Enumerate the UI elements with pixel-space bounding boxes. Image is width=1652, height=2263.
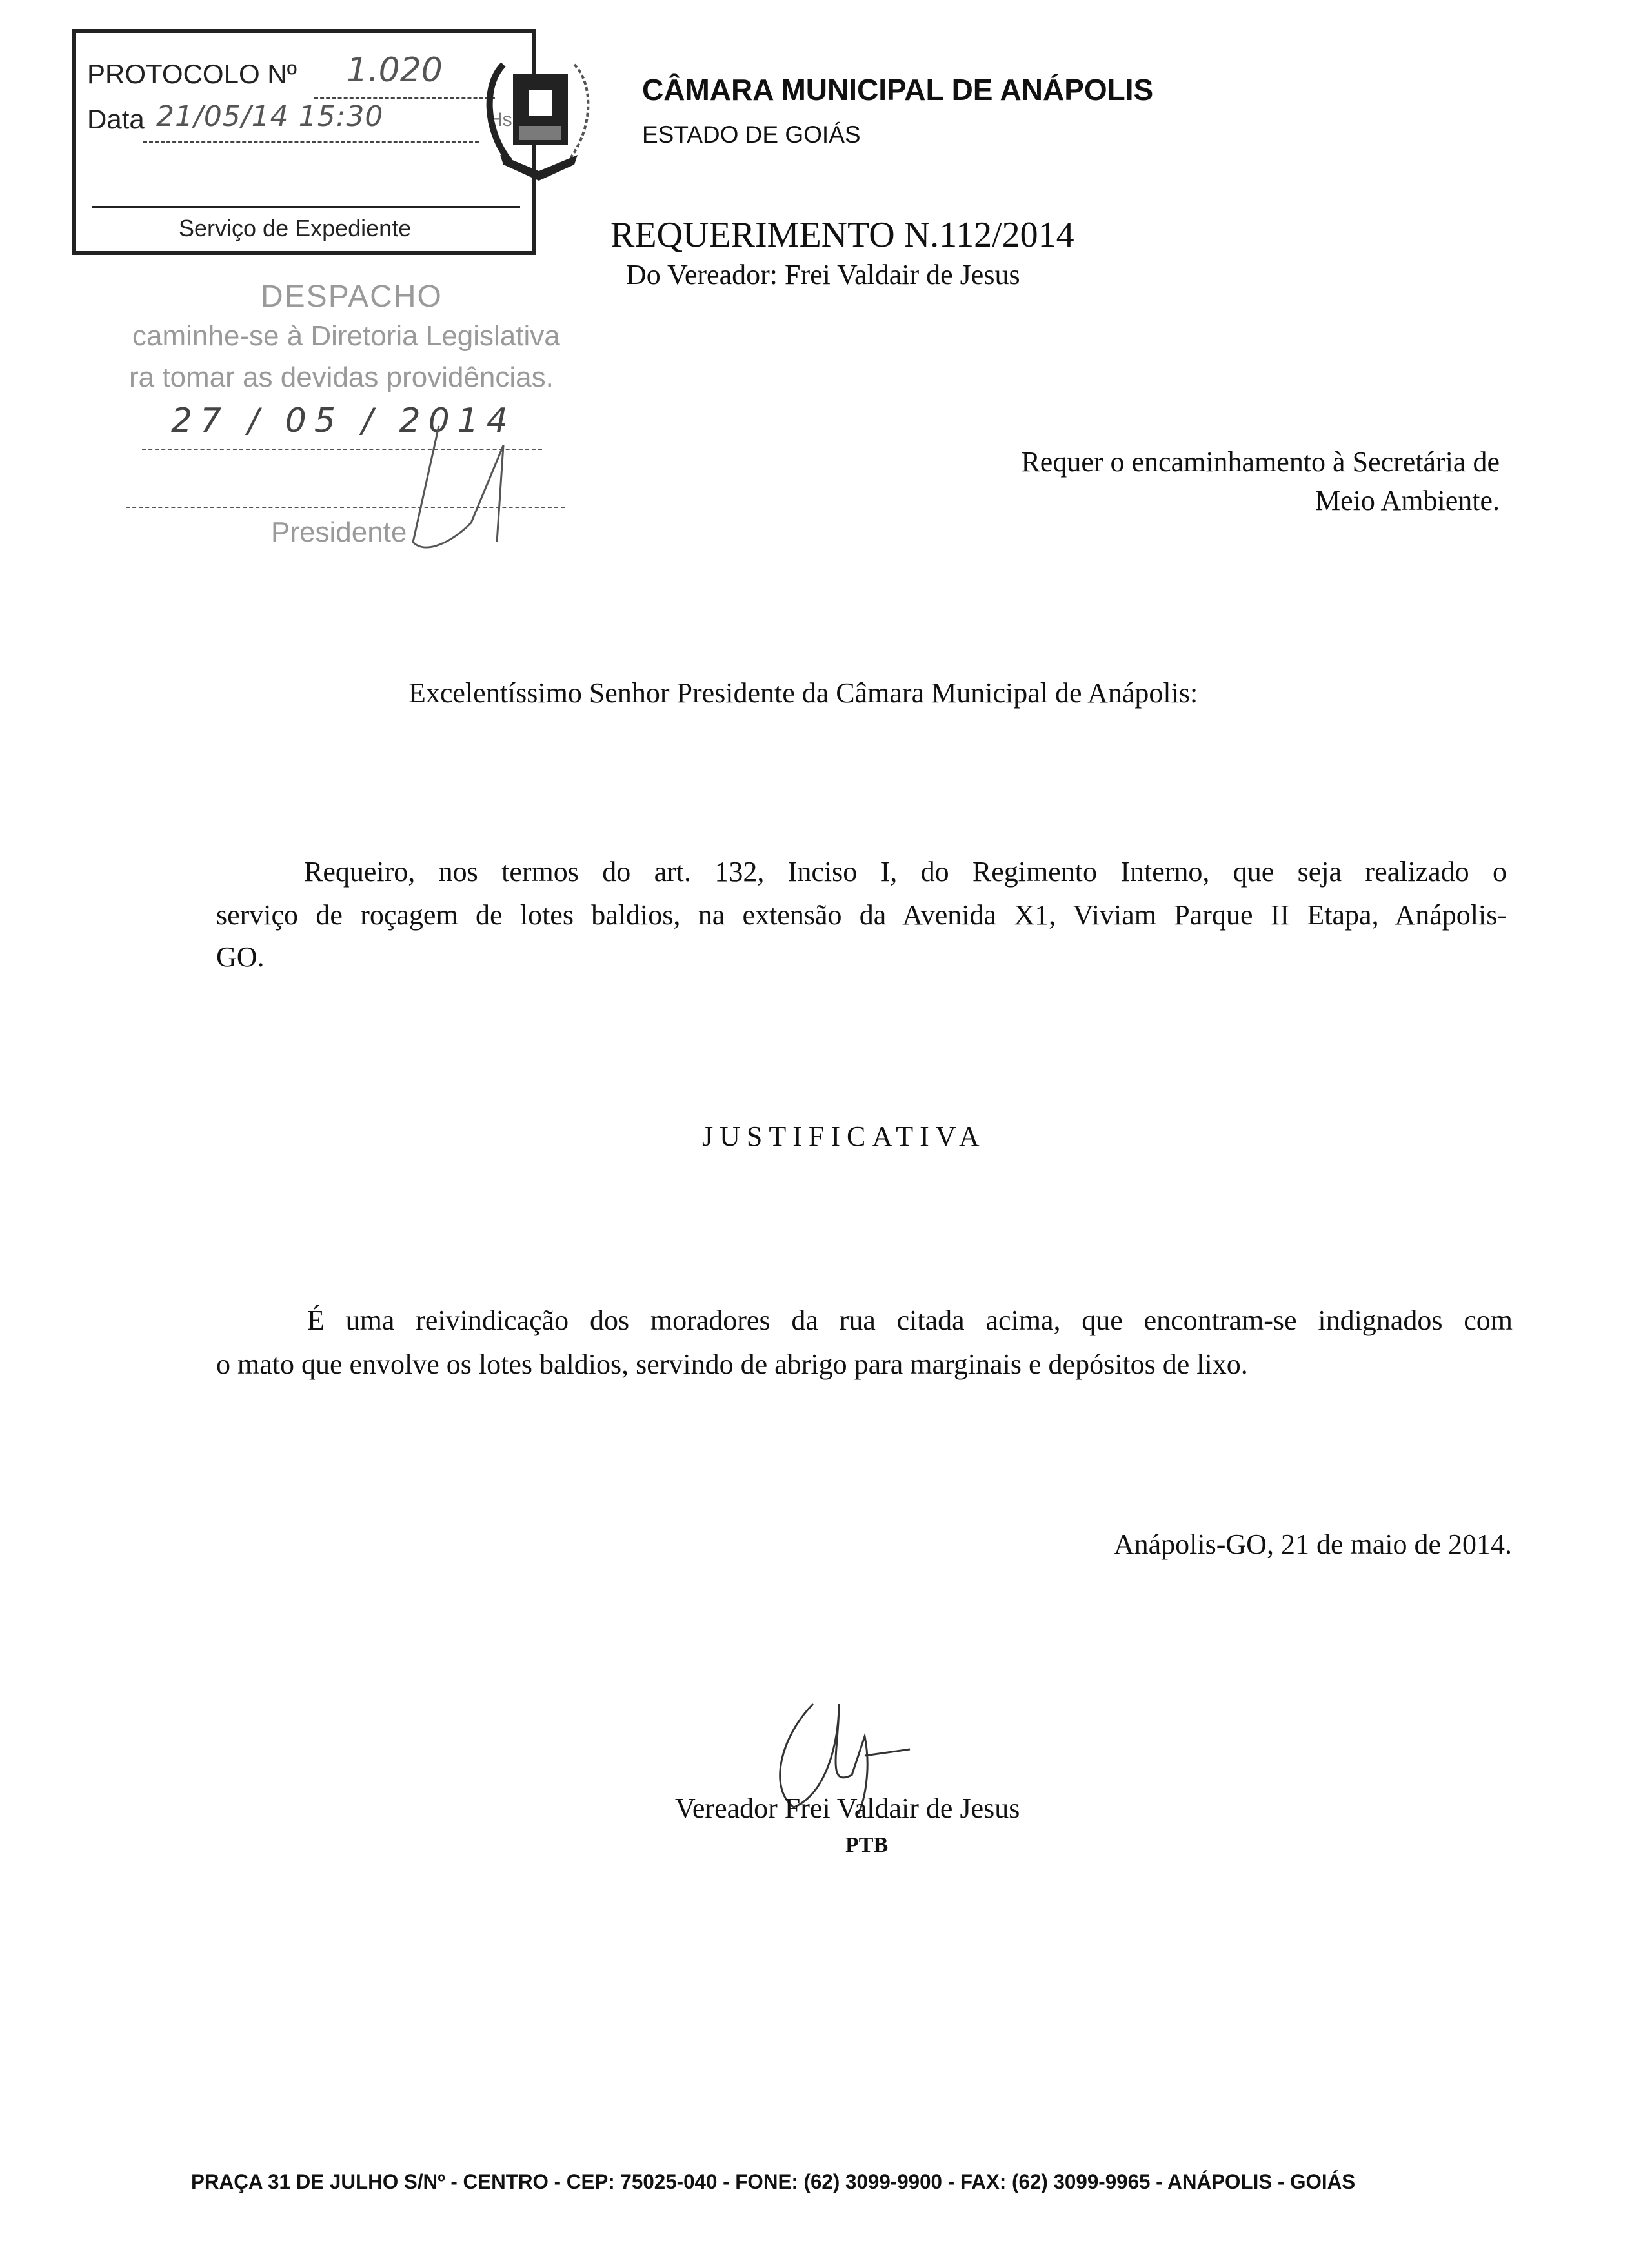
- summary-line-2: Meio Ambiente.: [1315, 485, 1500, 516]
- salutation: Excelentíssimo Senhor Presidente da Câmara Municipal de Anápolis:: [408, 677, 1198, 709]
- despacho-line-1: caminhe-se à Diretoria Legislativa: [132, 320, 560, 352]
- state-name: ESTADO DE GOIÁS: [642, 121, 861, 148]
- institution-name: CÂMARA MUNICIPAL DE ANÁPOLIS: [642, 73, 1154, 107]
- request-line-1: Requeiro, nos termos do art. 132, Inciso I, do Regimento Interno, que seja realizado o: [304, 856, 1507, 888]
- justification-line-2: o mato que envolve os lotes baldios, servindo de abrigo para marginais e depósitos de lixo.: [216, 1348, 1248, 1380]
- justification-heading: JUSTIFICATIVA: [702, 1121, 986, 1152]
- hour-suffix: Hs: [489, 109, 512, 130]
- despacho-signer: Presidente: [271, 516, 407, 548]
- despacho-line-2: ra tomar as devidas providências.: [129, 361, 554, 393]
- protocol-stamp: [72, 29, 536, 255]
- footer-address: PRAÇA 31 DE JULHO S/Nº - CENTRO - CEP: 75025-040 - FONE: (62) 3099-9900 - FAX: (62) 3099-9965 - ANÁPOLIS - GOIÁS: [191, 2170, 1356, 2193]
- summary-line-1: Requer o encaminhamento à Secretária de: [1021, 446, 1500, 478]
- date-label: Data: [87, 104, 145, 134]
- despacho-title: DESPACHO: [261, 279, 443, 314]
- protocol-date: 21/05/14 15:30: [156, 100, 384, 133]
- date-line: Anápolis-GO, 21 de maio de 2014.: [1113, 1528, 1512, 1560]
- stamp-department: Serviço de Expediente: [179, 215, 412, 241]
- presidente-signature-icon: [400, 413, 529, 568]
- despacho-date: 27 / 05 / 2014: [171, 401, 516, 440]
- request-line-2: serviço de roçagem de lotes baldios, na extensão da Avenida X1, Viviam Parque II Etapa, Anápolis-: [216, 899, 1507, 931]
- signer-party: PTB: [845, 1833, 889, 1857]
- signer-name: Vereador Frei Valdair de Jesus: [675, 1792, 1020, 1824]
- stamp-divider: [92, 206, 520, 208]
- request-line-3: GO.: [216, 941, 265, 973]
- municipal-crest-icon: [478, 52, 600, 187]
- document-author: Do Vereador: Frei Valdair de Jesus: [626, 259, 1020, 290]
- justification-line-1: É uma reivindicação dos moradores da rua citada acima, que encontram-se indignados com: [307, 1304, 1513, 1336]
- protocol-number: 1.020: [347, 51, 443, 90]
- document-title: REQUERIMENTO N.112/2014: [610, 215, 1074, 255]
- protocol-label: PROTOCOLO Nº: [87, 59, 297, 89]
